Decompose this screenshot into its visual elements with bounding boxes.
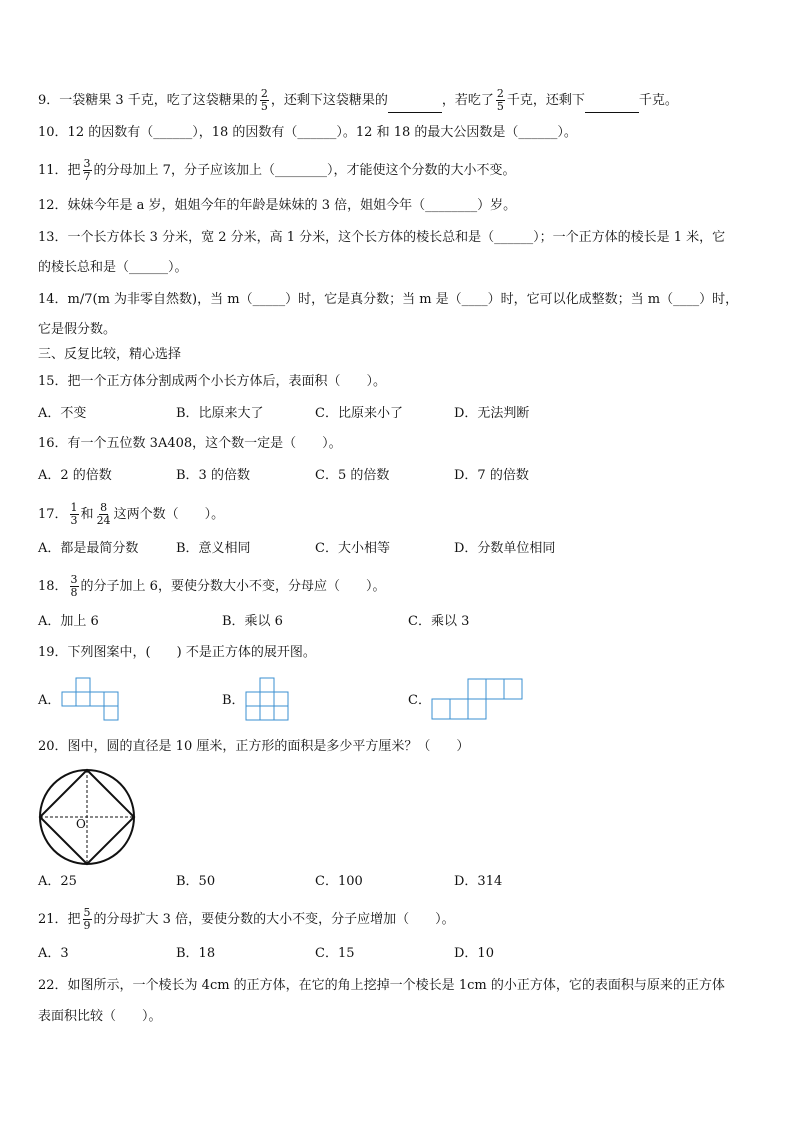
q20-option-a[interactable]: A．25	[38, 874, 77, 889]
fraction-denominator: 5	[260, 100, 268, 113]
q9-fraction-2	[496, 88, 505, 113]
q17-fraction-2	[96, 502, 112, 527]
q17-option-a[interactable]: A．都是最简分数	[38, 541, 139, 556]
q9-fraction-1	[260, 88, 269, 113]
q18-text-a: 18．	[38, 579, 68, 594]
question-15: 15．把一个正方体分割成两个小长方体后，表面积（ ）。	[38, 374, 387, 389]
q21-option-b[interactable]: B．18	[176, 946, 216, 961]
fraction-numerator: 1	[70, 501, 78, 514]
question-19: 19．下列图案中，( ) 不是正方体的展开图。	[38, 645, 316, 660]
answer-blank[interactable]	[388, 98, 442, 113]
q15-option-b[interactable]: B．比原来大了	[176, 406, 264, 421]
fraction-numerator: 2	[496, 87, 504, 100]
q17-option-b[interactable]: B．意义相同	[176, 541, 251, 556]
fraction-denominator: 5	[496, 100, 504, 113]
question-17	[38, 502, 224, 527]
center-label: O	[76, 817, 86, 831]
q17-option-c[interactable]: C．大小相等	[315, 541, 390, 556]
q17-option-d[interactable]: D．分数单位相同	[454, 541, 556, 556]
question-14-line-1: 14．m/7(m 为非零自然数)，当 m（_____）时，它是真分数；当 m 是（____）时，它可以化成整数；当 m（____）时，	[38, 292, 739, 307]
cube-net-c[interactable]	[430, 677, 524, 721]
fraction-numerator: 3	[70, 573, 78, 586]
q21-option-a[interactable]: A．3	[38, 946, 69, 961]
q16-option-b[interactable]: B．3 的倍数	[176, 468, 250, 483]
q17-text-c: 这两个数（ ）。	[113, 507, 225, 522]
fraction-denominator: 7	[83, 170, 91, 183]
fraction-numerator: 8	[100, 501, 108, 514]
q18-option-b[interactable]: B．乘以 6	[222, 614, 283, 629]
question-20: 20．图中，圆的直径是 10 厘米，正方形的面积是多少平方厘米？（ ）	[38, 739, 470, 754]
circle-square-figure	[38, 768, 138, 868]
question-13-line-1: 13．一个长方体长 3 分米，宽 2 分米，高 1 分米，这个长方体的棱长总和是（______）；一个正方体的棱长是 1 米，它	[38, 230, 726, 245]
q17-text-b: 和	[80, 507, 94, 522]
question-22-line-2: 表面积比较（ ）。	[38, 1009, 162, 1024]
fraction-denominator: 3	[70, 514, 78, 527]
fraction-denominator: 8	[70, 586, 78, 599]
question-18	[38, 574, 385, 599]
q21-text-b: 的分母扩大 3 倍，要使分数的大小不变，分子应增加（ ）。	[93, 912, 455, 927]
q19-option-a[interactable]: A．	[38, 693, 61, 708]
q18-fraction	[70, 574, 79, 599]
fraction-numerator: 3	[83, 157, 91, 170]
cube-net-b[interactable]	[244, 677, 292, 721]
question-10: 10．12 的因数有（______），18 的因数有（______）。12 和 18 的最大公因数是（______）。	[38, 125, 577, 140]
q18-option-c[interactable]: C．乘以 3	[408, 614, 470, 629]
question-9	[38, 88, 678, 113]
fraction-numerator: 2	[260, 87, 268, 100]
q9-text-b: ，还剩下这袋糖果的	[270, 93, 388, 108]
q9-text-e: 千克。	[638, 93, 678, 108]
q9-text-c: ，若吃了	[441, 93, 494, 108]
question-11	[38, 158, 515, 183]
question-12: 12．妹妹今年是 a 岁，姐姐今年的年龄是妹妹的 3 倍，姐姐今年（________）岁。	[38, 198, 517, 213]
q11-text-a: 11．把	[38, 163, 81, 178]
q17-text-a: 17．	[38, 507, 68, 522]
q16-option-c[interactable]: C．5 的倍数	[315, 468, 390, 483]
q20-option-c[interactable]: C．100	[315, 874, 363, 889]
q19-option-c[interactable]: C．	[408, 693, 431, 708]
question-14-line-2: 它是假分数。	[38, 322, 117, 337]
q15-option-d[interactable]: D．无法判断	[454, 406, 530, 421]
fraction-denominator: 24	[96, 514, 111, 527]
question-22-line-1: 22．如图所示，一个棱长为 4cm 的正方体，在它的角上挖掉一个棱长是 1cm 的小正方体，它的表面积与原来的正方体	[38, 978, 725, 993]
q18-option-a[interactable]: A．加上 6	[38, 614, 99, 629]
q16-option-a[interactable]: A．2 的倍数	[38, 468, 112, 483]
fraction-denominator: 9	[83, 919, 91, 932]
q21-option-d[interactable]: D．10	[454, 946, 494, 961]
q15-option-a[interactable]: A．不变	[38, 406, 87, 421]
q18-text-b: 的分子加上 6，要使分数大小不变，分母应（ ）。	[80, 579, 386, 594]
q15-option-c[interactable]: C．比原来小了	[315, 406, 403, 421]
cube-net-a[interactable]	[60, 677, 122, 721]
q16-option-d[interactable]: D．7 的倍数	[454, 468, 529, 483]
question-16: 16．有一个五位数 3A408，这个数一定是（ ）。	[38, 436, 342, 451]
q20-option-d[interactable]: D．314	[454, 874, 503, 889]
q20-option-b[interactable]: B．50	[176, 874, 216, 889]
q9-text-a: 9．一袋糖果 3 千克，吃了这袋糖果的	[38, 93, 258, 108]
q17-fraction-1	[70, 502, 79, 527]
q9-text-d: 千克，还剩下	[506, 93, 585, 108]
q21-text-a: 21．把	[38, 912, 81, 927]
section-heading: 三、反复比较，精心选择	[38, 347, 182, 362]
q11-text-b: 的分母加上 7，分子应该加上（________），才能使这个分数的大小不变。	[93, 163, 516, 178]
q21-option-c[interactable]: C．15	[315, 946, 355, 961]
fraction-numerator: 5	[83, 906, 91, 919]
question-13-line-2: 的棱长总和是（______）。	[38, 260, 188, 275]
q19-option-b[interactable]: B．	[222, 693, 245, 708]
q11-fraction	[83, 158, 92, 183]
question-21	[38, 907, 455, 932]
q21-fraction	[83, 907, 92, 932]
answer-blank[interactable]	[585, 98, 639, 113]
